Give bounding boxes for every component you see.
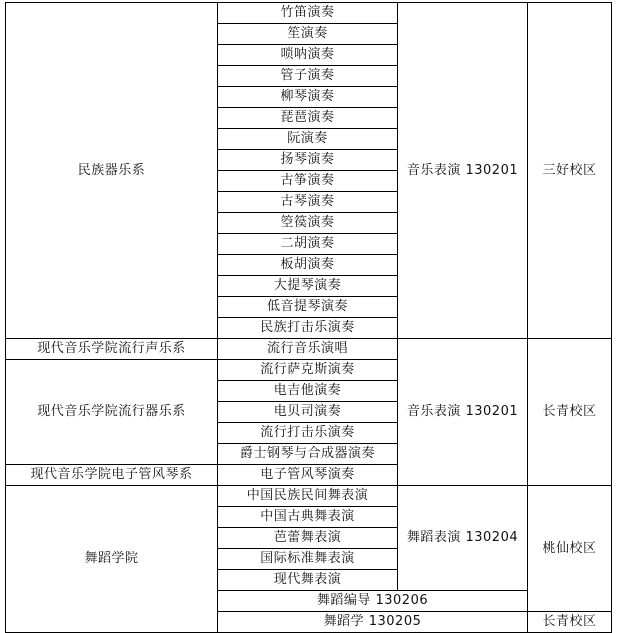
campus-cell: 长青校区 — [528, 612, 612, 633]
major-cell: 板胡演奏 — [218, 255, 398, 276]
table-row — [6, 3, 612, 24]
department-cell: 舞蹈学院 — [6, 486, 218, 633]
department-cell: 现代音乐学院流行器乐系 — [6, 360, 218, 465]
major-cell: 国际标准舞表演 — [218, 549, 398, 570]
major-cell: 舞蹈编导 130206 — [218, 591, 528, 612]
major-cell: 中国古典舞表演 — [218, 507, 398, 528]
major-cell: 大提琴演奏 — [218, 276, 398, 297]
major-cell: 民族打击乐演奏 — [218, 318, 398, 339]
major-cell: 中国民族民间舞表演 — [218, 486, 398, 507]
major-cell: 二胡演奏 — [218, 234, 398, 255]
major-cell: 扬琴演奏 — [218, 150, 398, 171]
table-row — [6, 339, 612, 360]
department-cell: 民族器乐系 — [6, 3, 218, 339]
campus-cell: 三好校区 — [528, 3, 612, 339]
program-code-cell: 音乐表演 130201 — [398, 339, 528, 486]
major-cell: 琵琶演奏 — [218, 108, 398, 129]
program-code-cell: 音乐表演 130201 — [398, 3, 528, 339]
major-cell: 芭蕾舞表演 — [218, 528, 398, 549]
program-code-cell: 舞蹈表演 130204 — [398, 486, 528, 591]
major-cell: 古筝演奏 — [218, 171, 398, 192]
major-cell: 低音提琴演奏 — [218, 297, 398, 318]
major-cell: 箜篌演奏 — [218, 213, 398, 234]
major-cell: 竹笛演奏 — [218, 3, 398, 24]
major-cell: 笙演奏 — [218, 24, 398, 45]
majors-table — [5, 2, 612, 633]
major-cell: 流行萨克斯演奏 — [218, 360, 398, 381]
major-cell: 管子演奏 — [218, 66, 398, 87]
major-cell: 阮演奏 — [218, 129, 398, 150]
major-cell: 流行音乐演唱 — [218, 339, 398, 360]
major-cell: 流行打击乐演奏 — [218, 423, 398, 444]
major-cell: 电贝司演奏 — [218, 402, 398, 423]
table-row — [6, 486, 612, 507]
major-cell: 现代舞表演 — [218, 570, 398, 591]
major-cell: 电吉他演奏 — [218, 381, 398, 402]
major-cell: 古琴演奏 — [218, 192, 398, 213]
department-cell: 现代音乐学院流行声乐系 — [6, 339, 218, 360]
major-cell: 柳琴演奏 — [218, 87, 398, 108]
major-cell: 唢呐演奏 — [218, 45, 398, 66]
major-cell: 电子管风琴演奏 — [218, 465, 398, 486]
campus-cell: 长青校区 — [528, 339, 612, 486]
campus-cell: 桃仙校区 — [528, 486, 612, 612]
major-cell: 舞蹈学 130205 — [218, 612, 528, 633]
department-cell: 现代音乐学院电子管风琴系 — [6, 465, 218, 486]
major-cell: 爵士钢琴与合成器演奏 — [218, 444, 398, 465]
